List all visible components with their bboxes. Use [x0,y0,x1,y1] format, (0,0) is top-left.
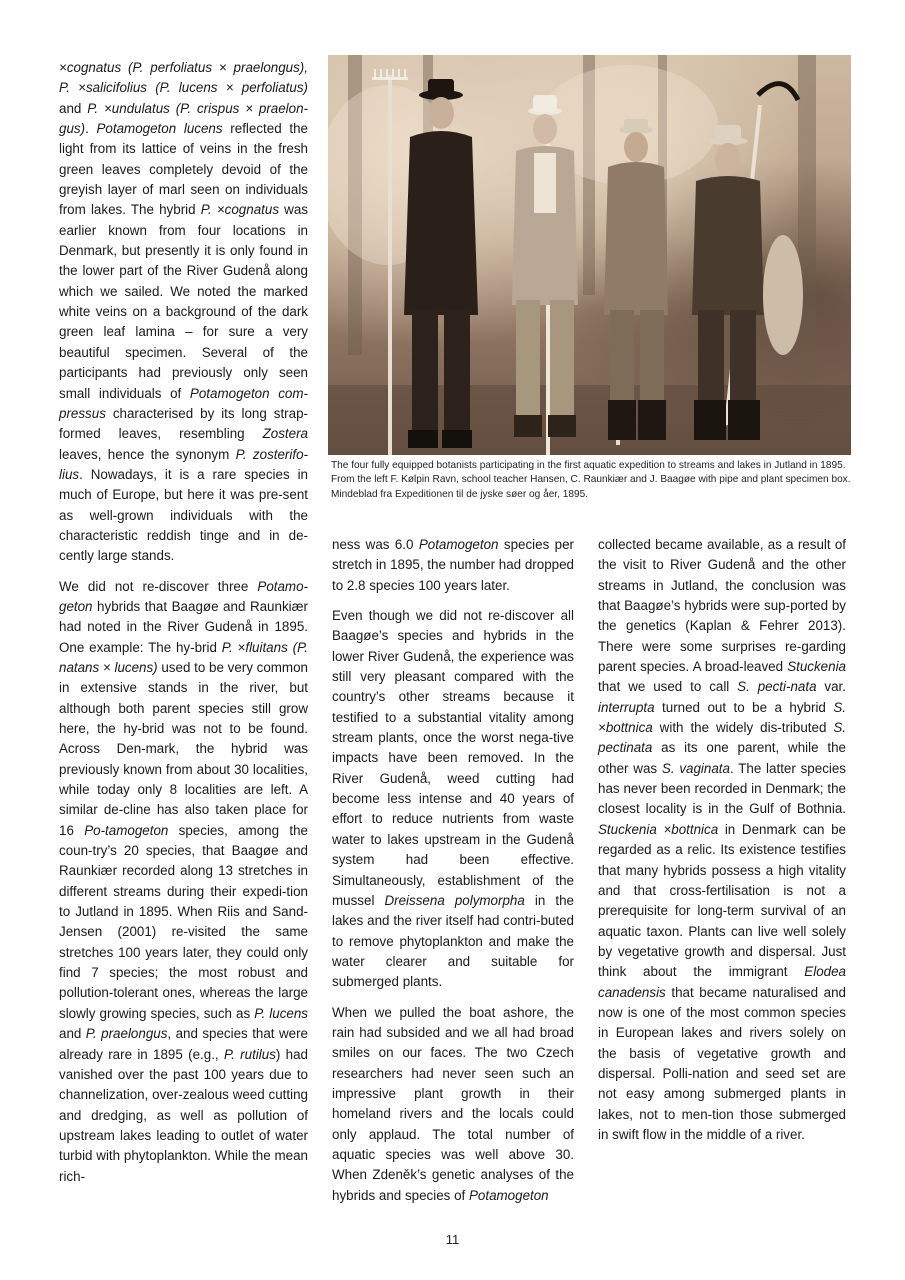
text-run: species, among the coun-try’s 20 species, that Baagøe and Raunkiær recorded along 13 stretches in different streams during their expedi-tion to Jutland in 1895. When Riis and Sand-Jensen (2001) re-visited the same stretches 100 years later, they could only find 7 species; the most robust and pollution-tolerant ones, whereas the large slowly growing species, such as [59,822,308,1021]
italic-text-run: Dreissena polymorpha [384,892,525,908]
italic-text-run: Elodea canadensis [598,964,846,1000]
page-number: 11 [445,1232,460,1247]
italic-text-run: S. pectinata [598,720,846,756]
italic-text-run: S. vaginata [661,760,730,776]
italic-text-run: Zostera [262,426,308,442]
text-run: When we pulled the boat ashore, the rain had subsided and we all had broad smiles on our faces. The two Czech researchers had never seen such an impressive plant growth in their homeland rivers and the locals could only applaud. The total number of aquatic species was well above 30. When Zdeněk’s genetic analyses of the hybrids and species of [332,1004,574,1203]
right-text-column [598,535,846,1145]
middle-paragraph-2 [332,606,574,993]
text-run: leaves, hence the synonym [59,446,236,462]
left-paragraph-1 [59,58,308,567]
text-run: Even though we did not re-discover all Baagøe’s species and hybrids in the lower River Gudenå, the experience was still very pleasant compared with the country’s other streams because it testified to a substantial vitality among stream plants, once the worst nega-tive impacts have been removed. In the River Gudenå, weed cutting had become less intense and 40 years of effort to reduce nutrients from waste water to lakes upstream in the Gudenå system had been effective. Simultaneously, establishment of the mussel [332,608,574,908]
italic-text-run: S. ×bottnica [598,699,846,736]
text-run: and [59,1026,86,1042]
middle-text-column [332,535,574,1206]
italic-text-run: P. lucens [254,1005,308,1021]
italic-text-run: P. zosterifo-lius [59,446,308,482]
middle-paragraph-3 [332,1003,574,1206]
italic-text-run: Potamo-geton [59,578,308,614]
text-run: turned out to be a hybrid [654,699,834,715]
text-run: ness was 6.0 [332,537,419,552]
text-run: in Denmark can be regarded as a relic. Its existence testifies that many hybrids possess a high vitality and that cross-fertilisation is not a prerequisite for long-term survival of an aquatic taxon. Plants can live well solely by vegetative growth and dispersal. Just think about the immigrant [598,821,847,980]
italic-text-run: P. ×undulatus (P. crispus × praelon-gus) [59,100,309,137]
italic-text-run: Stuckenia [787,659,846,675]
text-run: in the lakes and the river itself had contri-buted to remove phytoplankton and make the water clearer and suitable for submerged plants. [332,892,574,990]
italic-text-run: P. rutilus [223,1046,276,1062]
middle-paragraph-1 [332,535,574,596]
botanists-photo-illustration [328,55,851,455]
italic-text-run: ×cognatus (P. perfoliatus × praelongus), P. ×salicifolius (P. lucens × perfoliatus) [59,60,308,96]
text-run: hybrids that Baagøe and Raunkiær had noted in the River Gudenå in 1895. One example: The hy-brid [59,598,308,655]
italic-text-run: Po-tamogeton [84,822,169,838]
italic-text-run: Potamogeton lucens [96,121,223,137]
text-run: that we used to call [598,679,738,695]
text-run: . Nowadays, it is a rare species in much of Europe, but here it was pre-sent as well-grown individuals with the characteristic reddish tinge and in de-cently large stands. [59,466,308,564]
text-run: reflected the light from its lattice of veins in the fresh green leaves completely devoid of the greyish layer of marl seen on individuals from lakes. The hybrid [59,121,308,218]
text-run: with the widely dis-tributed [652,720,834,736]
text-run: as its one parent, while the other was [598,740,846,776]
text-run: that became naturalised and now is one of the most common species in European lakes and rivers solely on the basis of vegetative growth and dispersal. Polli-nation and seed set are not easy among submerged plants in lakes, not to men-tion those submerged in swift flow in the middle of a river. [598,984,846,1142]
text-run: . The latter species has never been recorded in Denmark; the closest locality is in the Gulf of Bothnia. [598,760,847,817]
text-run: We did not re-discover three [59,578,258,594]
text-run: . [85,121,97,137]
italic-text-run: Stuckenia ×bottnica [598,821,719,837]
italic-text-run: interrupta [598,699,655,715]
italic-text-run: Potamogeton [418,537,499,552]
photo-caption: The four fully equipped botanists participating in the first aquatic expedition to streams and lakes in Jutland in 1895. From the left F. Kølpin Ravn, school teacher Hansen, C. Raunkiær and J. Baagøe with pipe and plant specimen box. Mindeblad fra Expeditionen til de jyske søer og åer, 1895. [331,460,851,500]
text-run: was earlier known from four locations in Denmark, but presently it is only found in the lower part of the River Gudenå along which we sailed. We noted the marked white veins on a background of the dark green leaf lamina – for sure a very beautiful specimen. Several of the participants had previously only seen small individuals of [59,202,308,401]
left-paragraph-2 [59,577,308,1187]
text-run: var. [816,679,846,695]
italic-text-run: S. pecti-nata [737,679,817,695]
italic-text-run: Potamogeton com-pressus [59,385,308,421]
italic-text-run: P. praelongus [85,1026,168,1042]
text-run: and [59,100,88,116]
italic-text-run: P. ×fluitans (P. natans × lucens) [59,639,308,675]
left-text-column [59,58,308,1187]
historical-photo [328,55,851,455]
text-run: characterised by its long strap-formed leaves, resembling [59,405,308,442]
text-run: used to be very common in extensive stands in the river, but although both parent species still grow here, the hy-brid was not to be found. Across Den-mark, the hybrid was previously known from about 30 localities, while today only 8 localities are left. A similar de-cline has also taken place for 16 [59,659,308,838]
text-run: collected became available, as a result of the visit to River Gudenå and the other streams in Jutland, the conclusion was that Baagøe’s hybrids were sup-ported by the genetics (Kaplan & Fehrer 2013). There were some surprises re-garding parent species. A broad-leaved [598,537,846,675]
italic-text-run: Potamogeton [468,1187,549,1203]
text-run: ) had vanished over the past 100 years due to channelization, over-zealous weed cutting and dredging, as well as pollution of upstream lakes leading to outlet of water turbid with phytoplankton. While the mean rich- [59,1046,309,1184]
text-run: species per stretch in 1895, the number had dropped to 2.8 species 100 years later. [332,537,574,593]
right-paragraph-1 [598,535,846,1145]
italic-text-run: P. ×cognatus [200,202,280,218]
text-run: , and species that were already rare in 1895 (e.g., [59,1026,308,1062]
